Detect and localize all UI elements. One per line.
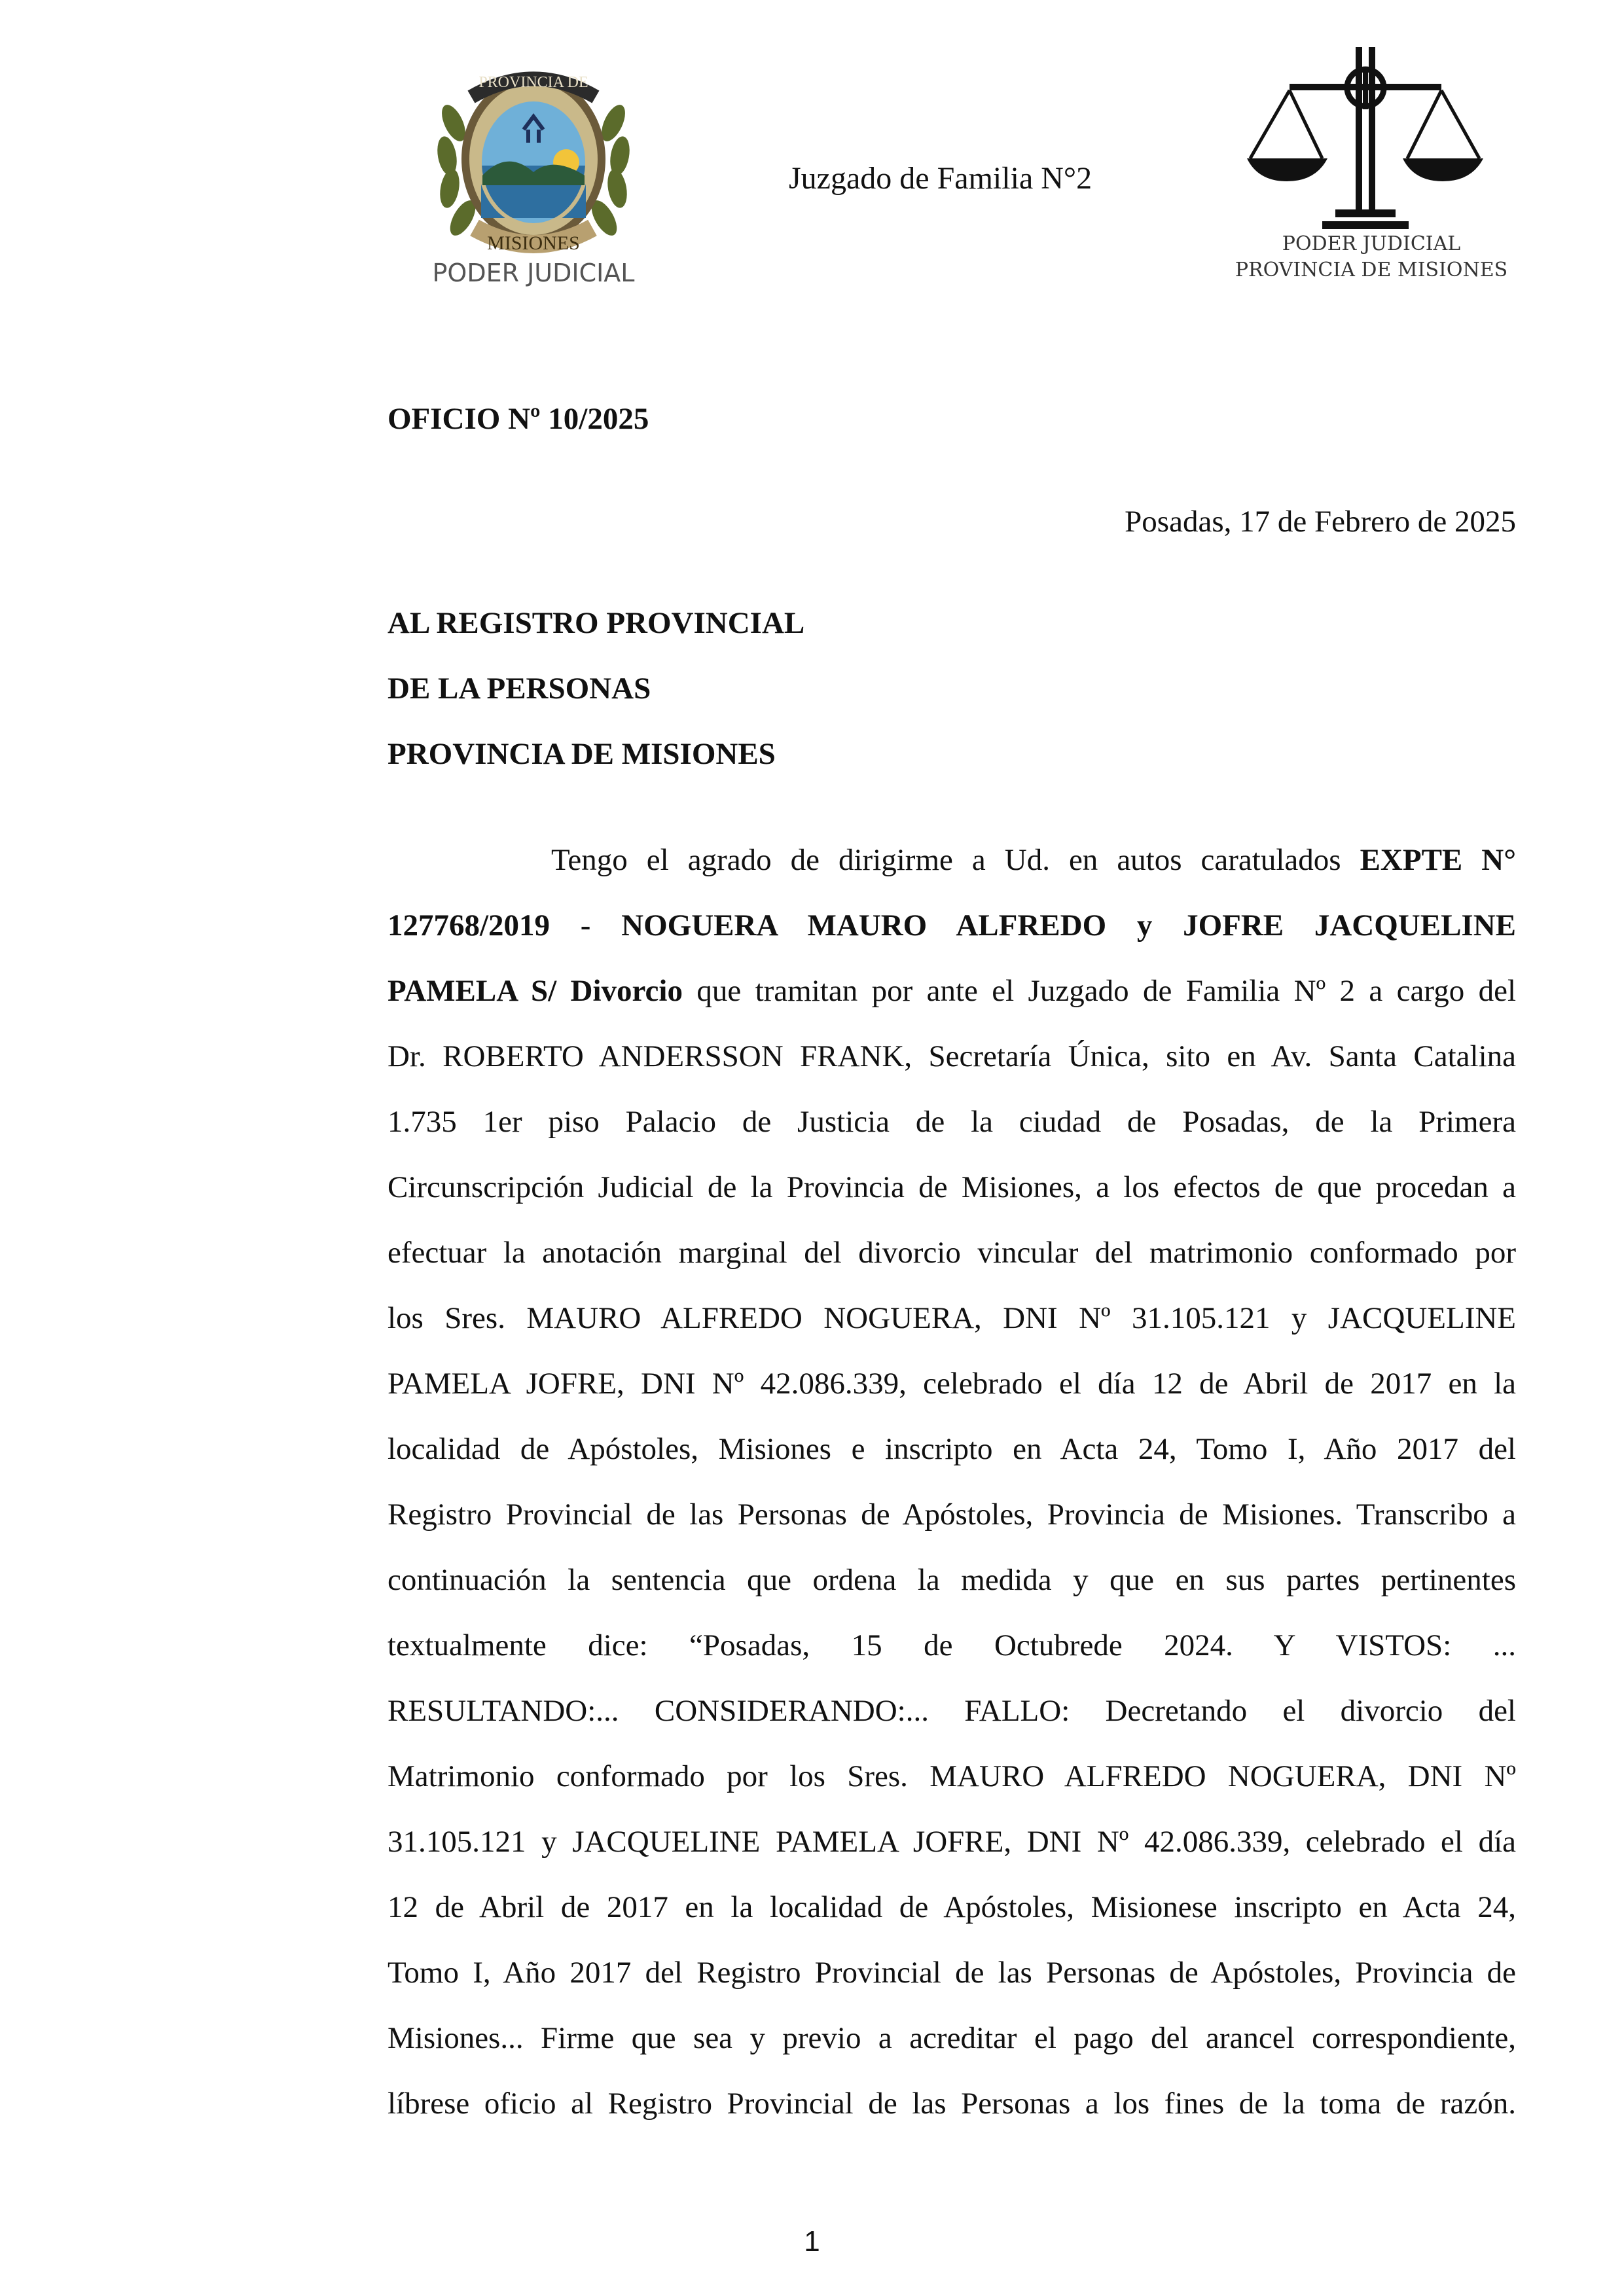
body-line: líbrese oficio al Registro Provincial de las Personas a los fines de la toma de razón. <box>388 2087 1516 2121</box>
body-line: localidad de Apóstoles, Misiones e inscripto en Acta 24, Tomo I, Año 2017 del <box>388 1432 1516 1466</box>
body-text: Tengo el agrado de dirigirme a Ud. en autos caratulados <box>551 843 1360 877</box>
place-date: Posadas, 17 de Febrero de 2025 <box>1125 505 1516 539</box>
body-line <box>388 971 1516 1011</box>
seal-bottom-text: MISIONES <box>487 232 580 254</box>
addressee-line: DE LA PERSONAS <box>388 672 651 706</box>
case-reference: PAMELA S/ Divorcio <box>388 974 683 1008</box>
body-line: Misiones... Firme que sea y previo a acreditar el pago del arancel correspondiente, <box>388 2021 1516 2055</box>
body-line: PAMELA JOFRE, DNI Nº 42.086.339, celebrado el día 12 de Abril de 2017 en la <box>388 1367 1516 1401</box>
body-line: Tomo I, Año 2017 del Registro Provincial de las Personas de Apóstoles, Provincia de <box>388 1956 1516 1990</box>
body-line <box>388 906 1516 945</box>
body-line: 12 de Abril de 2017 en la localidad de Apóstoles, Misionese inscripto en Acta 24, <box>388 1890 1516 1924</box>
seal-top-text: PROVINCIA DE <box>478 74 588 91</box>
case-reference: EXPTE N° <box>1360 843 1517 877</box>
body-line: efectuar la anotación marginal del divorcio vincular del matrimonio conformado por <box>388 1236 1516 1270</box>
body-line: Registro Provincial de las Personas de Apóstoles, Provincia de Misiones. Transcribo a <box>388 1498 1516 1532</box>
court-name: Juzgado de Familia N°2 <box>789 161 1092 196</box>
poder-judicial-provincial-logo <box>409 51 658 287</box>
body-line: RESULTANDO:... CONSIDERANDO:... FALLO: Decretando el divorcio del <box>388 1694 1516 1728</box>
right-logo-caption-line1: PODER JUDICIAL <box>1282 232 1461 255</box>
body-line: los Sres. MAURO ALFREDO NOGUERA, DNI Nº 31.105.121 y JACQUELINE <box>388 1301 1516 1335</box>
body-line: 1.735 1er piso Palacio de Justicia de la ciudad de Posadas, de la Primera <box>388 1105 1516 1139</box>
left-logo-caption: PODER JUDICIAL <box>432 259 635 287</box>
body-line: 31.105.121 y JACQUELINE PAMELA JOFRE, DNI Nº 42.086.339, celebrado el día <box>388 1825 1516 1859</box>
body-line: textualmente dice: “Posadas, 15 de Octubrede 2024. Y VISTOS: ... <box>388 1628 1516 1662</box>
coat-of-arms-icon <box>409 51 658 287</box>
addressee-line: PROVINCIA DE MISIONES <box>388 737 776 771</box>
body-line: Dr. ROBERTO ANDERSSON FRANK, Secretaría Única, sito en Av. Santa Catalina <box>388 1039 1516 1073</box>
oficio-number: OFICIO Nº 10/2025 <box>388 402 649 436</box>
body-line: Matrimonio conformado por los Sres. MAURO ALFREDO NOGUERA, DNI Nº <box>388 1759 1516 1793</box>
scales-of-justice-icon <box>1224 41 1519 286</box>
right-logo-caption-line2: PROVINCIA DE MISIONES <box>1235 259 1508 281</box>
body-line: Circunscripción Judicial de la Provincia de Misiones, a los efectos de que procedan a <box>388 1170 1516 1204</box>
body-text: que tramitan por ante el Juzgado de Familia Nº 2 a cargo del <box>682 974 1516 1008</box>
poder-judicial-misiones-logo <box>1224 41 1519 286</box>
body-line <box>551 840 1516 880</box>
addressee-line: AL REGISTRO PROVINCIAL <box>388 606 805 640</box>
page-number: 1 <box>804 2225 820 2257</box>
body-line: continuación la sentencia que ordena la medida y que en sus partes pertinentes <box>388 1563 1516 1597</box>
case-reference: 127768/2019 - NOGUERA MAURO ALFREDO y JOFRE JACQUELINE <box>388 908 1516 942</box>
